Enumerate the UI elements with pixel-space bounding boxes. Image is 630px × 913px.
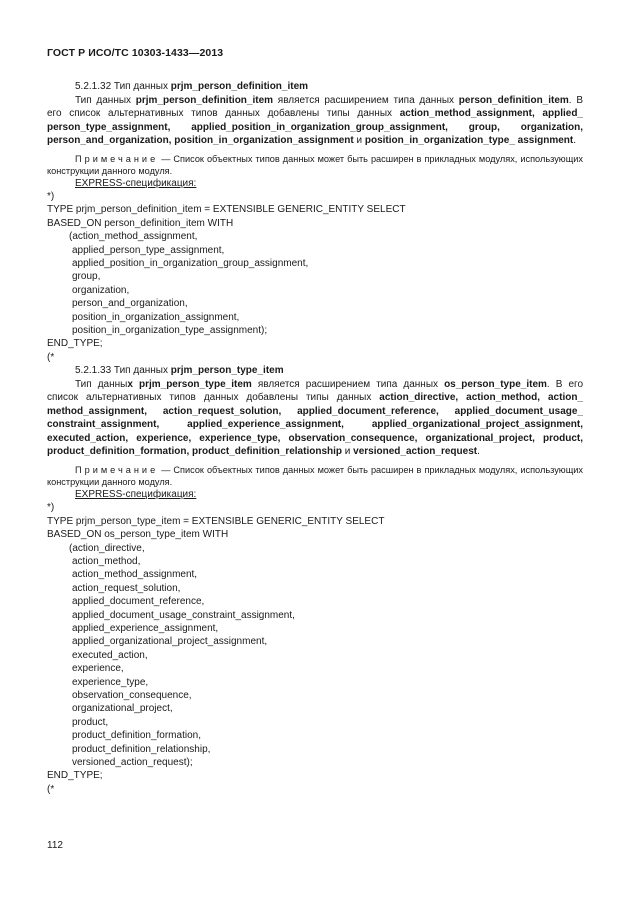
section-32-heading: 5.2.1.32 Тип данных prjm_person_definition_item — [75, 81, 309, 92]
code-item: experience, — [72, 663, 124, 675]
section-33-note: Примечание — Список объектных типов данных может быть расширен в прикладных модулях, использующих конструкции данного модуля. — [47, 464, 583, 487]
code-item: executed_action, — [72, 649, 148, 661]
section-32-note: Примечание — Список объектных типов данных может быть расширен в прикладных модулях, использующих конструкции данного модуля. — [47, 153, 583, 176]
section-32-paragraph: Тип данных prjm_person_definition_item является расширением типа данных person_definition_item. В его список альтернативных типов данных добавлены типы данных action_method_assignment, applied_ person_type_assignment, applied_position_in_organization_group_assignment, group, organization, person_and_organization, position_in_organization_assignment и position_in_organization_type_ assignment. — [47, 94, 583, 146]
code-item: (action_method_assignment, — [69, 231, 198, 243]
code-item: action_method, — [72, 555, 141, 567]
code-item: product, — [72, 716, 109, 728]
code-item: organization, — [72, 284, 130, 296]
section-33-express-code: *) TYPE prjm_person_type_item = EXTENSIBLE GENERIC_ENTITY SELECT BASED_ON os_person_type_item WITH (action_directive, action_method, action_method_assignment, action_request_solution, applied_document_reference, applied_document_usage_constraint_assignment, applied_experience_assignment, applied_organizational_project_assignment, executed_action, experience, experience_type, observation_consequence, organizational_project, product, product_definition_formation, product_definition_relationship, versioned_action_request); END_TYPE; (* — [47, 501, 583, 796]
section-32-express-code: *) TYPE prjm_person_definition_item = EXTENSIBLE GENERIC_ENTITY SELECT BASED_ON person_definition_item WITH (action_method_assignment, applied_person_type_assignment, applied_position_in_organization_group_assignment, group, organization, person_and_organization, position_in_organization_assignment, position_in_organization_type_assignment); END_TYPE; (* — [47, 190, 583, 364]
code-item: applied_position_in_organization_group_assignment, — [72, 258, 309, 270]
code-item: position_in_organization_assignment, — [72, 311, 240, 323]
section-33-type-name: prjm_person_type_item — [170, 365, 284, 377]
page-number: 112 — [47, 840, 63, 851]
section-33-heading: 5.2.1.33 Тип данных prjm_person_type_item — [75, 365, 284, 377]
section-32-type-name: prjm_person_definition_item — [170, 81, 309, 92]
code-item: action_method_assignment, — [72, 569, 198, 581]
code-item: position_in_organization_type_assignment); — [72, 325, 268, 337]
code-item: applied_document_reference, — [72, 596, 205, 608]
code-item: product_definition_relationship, — [72, 743, 211, 755]
section-32-spec-label: EXPRESS-спецификация: — [75, 177, 197, 189]
code-item: person_and_organization, — [72, 298, 188, 310]
code-item: observation_consequence, — [72, 689, 192, 701]
code-item: (action_directive, — [69, 542, 145, 554]
section-33-spec-label: EXPRESS-спецификация: — [75, 488, 197, 500]
code-item: versioned_action_request); — [72, 757, 193, 768]
code-item: action_request_solution, — [72, 582, 181, 594]
code-item: applied_person_type_assignment, — [72, 244, 225, 256]
code-item: group, — [72, 271, 101, 283]
code-item: applied_organizational_project_assignment, — [72, 636, 268, 648]
section-33-paragraph: Тип данных prjm_person_type_item является расширением типа данных os_person_type_item. В его список альтернативных типов данных добавлены типы данных action_directive, action_method, action_ method_assignment, action_request_solution, applied_document_reference, applied_document_usage_ constraint_assignment, applied_experience_assignment, applied_organizational_project_assignment, executed_action, experience, experience_type, observation_consequence, organizational_project, product, product_definition_formation, product_definition_relationship и versioned_action_request. — [47, 378, 584, 458]
code-item: applied_experience_assignment, — [72, 622, 219, 634]
code-item: product_definition_formation, — [72, 730, 201, 742]
code-item: applied_document_usage_constraint_assignment, — [72, 609, 295, 621]
code-item: experience_type, — [72, 676, 149, 688]
document-body — [47, 80, 583, 796]
code-item: organizational_project, — [72, 703, 173, 715]
page-header: ГОСТ Р ИСО/ТС 10303-1433—2013 — [47, 47, 224, 59]
